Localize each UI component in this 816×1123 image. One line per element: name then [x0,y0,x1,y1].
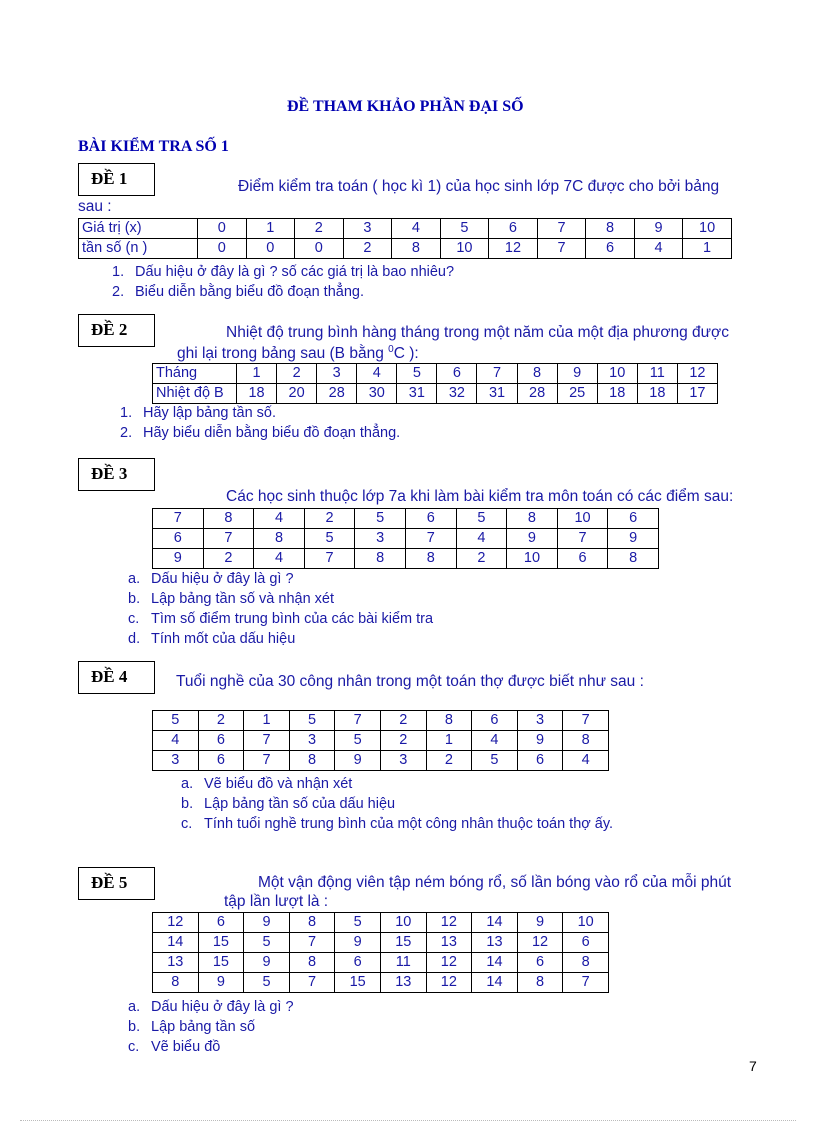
table-cell: 9 [244,913,290,933]
table-cell: 9 [634,219,683,239]
list-item [128,591,334,607]
de1-label-box: ĐỀ 1 [78,163,155,196]
table-cell: 8 [405,549,456,569]
list-item [181,796,395,812]
table-row [153,751,609,771]
table-cell: 2 [277,364,317,384]
table-cell: 2 [343,239,392,259]
table-cell: 7 [244,751,290,771]
de5-basketball-table [152,912,609,993]
table-cell: 1 [237,364,277,384]
list-item [128,631,295,647]
table-cell: 7 [477,364,517,384]
table-cell: 12 [677,364,717,384]
list-item-number: d. [128,631,141,647]
table-cell: 8 [392,239,441,259]
table-cell: 17 [677,384,717,404]
table-cell: 10 [597,364,637,384]
list-item-number: b. [181,796,194,812]
table-cell: 9 [608,529,659,549]
table-cell: 4 [392,219,441,239]
table-cell: 7 [557,529,608,549]
list-item-text: Hãy biểu diễn bằng biểu đồ đoạn thẳng. [143,425,401,441]
table-cell: 4 [153,731,199,751]
de1-intro-line1: Điểm kiểm tra toán ( học kì 1) của học sinh lớp 7C được cho bởi bảng [238,178,720,195]
table-cell: 7 [289,933,335,953]
list-item-number: a. [128,571,141,587]
table-cell: 8 [254,529,305,549]
table-cell: 18 [237,384,277,404]
table-cell: 6 [335,953,381,973]
list-item-number: c. [181,816,193,832]
table-cell: 7 [563,973,609,993]
list-item [120,405,276,421]
table-cell: 1 [246,219,295,239]
table-cell: 6 [198,913,244,933]
de2-label-box: ĐỀ 2 [78,314,155,347]
table-cell: Giá trị (x) [79,219,198,239]
list-item-text: Lập bảng tần số và nhận xét [151,591,335,607]
list-item-number: b. [128,591,141,607]
list-item [128,611,433,627]
table-cell: 8 [517,364,557,384]
table-cell: 8 [289,953,335,973]
table-cell: 2 [304,509,355,529]
page-title: ĐỀ THAM KHẢO PHẦN ĐẠI SỐ [287,98,524,115]
table-row [79,239,732,259]
table-cell: 6 [517,751,563,771]
table-cell: 6 [198,731,244,751]
table-cell: 2 [203,549,254,569]
table-cell: 7 [537,239,586,259]
table-cell: 2 [295,219,344,239]
table-cell: 7 [335,711,381,731]
table-cell: 8 [507,509,558,529]
page-bottom-divider [20,1120,796,1121]
table-cell: 9 [335,751,381,771]
table-cell: 5 [440,219,489,239]
table-cell: 3 [517,711,563,731]
table-cell: 32 [437,384,477,404]
table-cell: 4 [357,364,397,384]
table-cell: 0 [295,239,344,259]
de5-intro-line1: Một vận động viên tập ném bóng rổ, số lần bóng vào rổ của mỗi phút [258,874,732,891]
table-cell: 10 [440,239,489,259]
page-number: 7 [749,1058,757,1074]
table-cell: 6 [153,529,204,549]
table-cell: 7 [289,973,335,993]
list-item [112,264,454,280]
list-item [128,999,294,1015]
table-cell: 4 [254,509,305,529]
de5-label-box: ĐỀ 5 [78,867,155,900]
table-cell: 4 [254,549,305,569]
table-cell: 7 [244,731,290,751]
list-item-text: Hãy lập bảng tần số. [143,405,277,421]
table-cell: 3 [343,219,392,239]
table-cell: 8 [517,973,563,993]
list-item [128,571,294,587]
table-cell: 3 [380,751,426,771]
list-item [181,816,613,832]
list-item-number: c. [128,611,140,627]
table-cell: 2 [456,549,507,569]
table-cell: 0 [198,239,247,259]
table-row [153,953,609,973]
list-item [128,1019,255,1035]
table-cell: 10 [507,549,558,569]
table-row [153,384,718,404]
table-cell: 3 [355,529,406,549]
table-cell: 5 [289,711,335,731]
table-cell: 15 [335,973,381,993]
table-cell: 5 [244,973,290,993]
table-cell: 6 [517,953,563,973]
de2-intro-line1: Nhiệt độ trung bình hàng tháng trong một năm của một địa phương được [226,324,729,341]
table-cell: 9 [153,549,204,569]
table-cell: 8 [203,509,254,529]
table-cell: 28 [517,384,557,404]
list-item-text: Tìm số điểm trung bình của các bài kiểm tra [151,611,434,627]
table-cell: 7 [203,529,254,549]
table-cell: 14 [472,953,518,973]
table-cell: 10 [563,913,609,933]
table-cell: 3 [153,751,199,771]
table-cell: tần số (n ) [79,239,198,259]
table-cell: 6 [437,364,477,384]
list-item-text: Lập bảng tần số [151,1019,256,1035]
list-item [128,1039,220,1055]
table-cell: 8 [563,731,609,751]
list-item-text: Tính tuổi nghề trung bình của một công nhân thuộc toán thợ ấy. [204,816,614,832]
table-cell: 6 [198,751,244,771]
table-cell: 1 [683,239,732,259]
table-cell: 14 [153,933,199,953]
list-item-number: 2. [112,284,125,300]
table-row [153,913,609,933]
de5-intro-line2: tập lần lượt là : [224,893,329,910]
table-cell: 3 [289,731,335,751]
table-row [153,364,718,384]
table-cell: 12 [426,953,472,973]
list-item-number: 2. [120,425,133,441]
de4-intro-line1: Tuổi nghề của 30 công nhân trong một toán thợ được biết như sau : [176,673,644,690]
table-cell: 8 [289,751,335,771]
table-row [153,933,609,953]
table-cell: Nhiệt độ B [153,384,237,404]
list-item [120,425,400,441]
table-cell: 2 [380,731,426,751]
table-cell: 18 [597,384,637,404]
table-cell: 9 [507,529,558,549]
list-item [112,284,364,300]
table-cell: 12 [426,913,472,933]
table-cell: 8 [426,711,472,731]
list-item-text: Vẽ biểu đồ và nhận xét [204,776,353,792]
table-cell: 30 [357,384,397,404]
section-title: BÀI KIỂM TRA SỐ 1 [78,138,229,155]
table-cell: 2 [426,751,472,771]
table-cell: 6 [563,933,609,953]
table-cell: Tháng [153,364,237,384]
table-cell: 13 [472,933,518,953]
table-cell: 8 [289,913,335,933]
table-cell: 7 [537,219,586,239]
table-cell: 6 [489,219,538,239]
table-row [153,711,609,731]
table-cell: 15 [198,953,244,973]
table-cell: 25 [557,384,597,404]
table-cell: 9 [335,933,381,953]
table-cell: 6 [557,549,608,569]
de3-scores-table [152,508,659,569]
table-cell: 5 [456,509,507,529]
table-row [153,509,659,529]
table-cell: 7 [563,711,609,731]
table-cell: 5 [472,751,518,771]
table-cell: 9 [198,973,244,993]
table-cell: 14 [472,973,518,993]
table-cell: 5 [304,529,355,549]
table-cell: 9 [517,731,563,751]
table-cell: 15 [380,933,426,953]
table-cell: 4 [456,529,507,549]
table-cell: 12 [489,239,538,259]
list-item-number: a. [181,776,194,792]
table-cell: 6 [608,509,659,529]
table-cell: 18 [637,384,677,404]
table-cell: 8 [153,973,199,993]
table-cell: 10 [683,219,732,239]
de4-label-box: ĐỀ 4 [78,661,155,694]
list-item-text: Dấu hiệu ở đây là gì ? [151,571,294,587]
list-item [181,776,352,792]
list-item-text: Lập bảng tần số của dấu hiệu [204,796,396,812]
table-cell: 0 [246,239,295,259]
table-cell: 7 [405,529,456,549]
table-cell: 0 [198,219,247,239]
table-cell: 3 [317,364,357,384]
table-cell: 11 [637,364,677,384]
de1-frequency-table [78,218,732,259]
list-item-text: Dấu hiệu ở đây là gì ? [151,999,294,1015]
table-cell: 2 [380,711,426,731]
table-cell: 31 [477,384,517,404]
table-cell: 13 [426,933,472,953]
table-row [153,973,609,993]
list-item-number: 1. [112,264,125,280]
de1-intro-line2: sau : [78,198,112,215]
table-cell: 6 [405,509,456,529]
table-cell: 6 [586,239,635,259]
list-item-text: Biểu diễn bằng biểu đồ đoạn thẳng. [135,284,364,300]
de2-intro-line2: ghi lại trong bảng sau (B bằng $^0$C ): [177,344,419,363]
table-cell: 11 [380,953,426,973]
table-cell: 2 [198,711,244,731]
table-cell: 7 [304,549,355,569]
table-cell: 12 [517,933,563,953]
table-cell: 4 [472,731,518,751]
table-cell: 14 [472,913,518,933]
table-cell: 13 [380,973,426,993]
table-row [79,219,732,239]
table-cell: 12 [153,913,199,933]
de4-seniority-table [152,710,609,771]
table-cell: 20 [277,384,317,404]
table-cell: 9 [244,953,290,973]
de3-intro-line1: Các học sinh thuộc lớp 7a khi làm bài kiểm tra môn toán có các điểm sau: [226,488,734,505]
table-cell: 1 [244,711,290,731]
list-item-text: Vẽ biểu đồ [151,1039,221,1055]
table-cell: 31 [397,384,437,404]
table-cell: 7 [153,509,204,529]
table-cell: 6 [472,711,518,731]
table-cell: 9 [517,913,563,933]
table-cell: 10 [380,913,426,933]
table-cell: 15 [198,933,244,953]
table-cell: 4 [563,751,609,771]
table-cell: 5 [335,913,381,933]
table-cell: 5 [355,509,406,529]
table-row [153,731,609,751]
table-cell: 4 [634,239,683,259]
table-row [153,549,659,569]
table-cell: 13 [153,953,199,973]
list-item-text: Tính mốt của dấu hiệu [151,631,296,647]
table-cell: 8 [608,549,659,569]
table-cell: 8 [563,953,609,973]
table-cell: 5 [244,933,290,953]
table-cell: 12 [426,973,472,993]
table-cell: 10 [557,509,608,529]
table-cell: 28 [317,384,357,404]
table-cell: 1 [426,731,472,751]
table-row [153,529,659,549]
list-item-number: c. [128,1039,140,1055]
table-cell: 5 [153,711,199,731]
table-cell: 9 [557,364,597,384]
de3-label-box: ĐỀ 3 [78,458,155,491]
list-item-number: b. [128,1019,141,1035]
list-item-number: a. [128,999,141,1015]
table-cell: 8 [355,549,406,569]
table-cell: 5 [397,364,437,384]
de2-temperature-table [152,363,718,404]
list-item-number: 1. [120,405,133,421]
table-cell: 8 [586,219,635,239]
table-cell: 5 [335,731,381,751]
list-item-text: Dấu hiệu ở đây là gì ? số các giá trị là bao nhiêu? [135,264,455,280]
